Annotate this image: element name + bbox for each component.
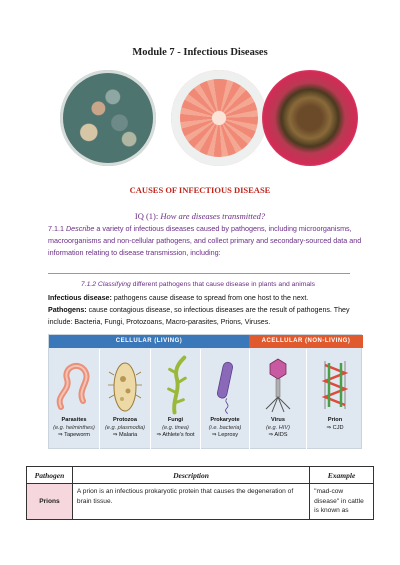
pathogen-table xyxy=(26,466,374,520)
pathogen-classification-diagram xyxy=(48,334,362,449)
bacteria-icon xyxy=(201,355,249,415)
section-heading: CAUSES OF INFECTIOUS DISEASE xyxy=(129,185,271,195)
column-prion xyxy=(307,349,363,449)
cell-description: A prion is an infectious prokaryotic protein that causes the degeneration of brain tissue. xyxy=(72,484,309,520)
table-header-row xyxy=(27,467,374,484)
pathogen-example: (i.e. bacteria) xyxy=(208,424,242,431)
acellular-band: ACELLULAR (NON-LIVING) xyxy=(249,335,363,348)
divider xyxy=(48,273,350,274)
caption-prokaryote xyxy=(201,417,249,440)
petri-dish-pink-culture-image xyxy=(171,70,267,166)
pathogen-name: Fungi xyxy=(167,417,184,423)
caption-fungi xyxy=(151,417,200,440)
pathogen-name: Parasites xyxy=(61,417,87,423)
caption-parasites xyxy=(49,417,99,440)
fungi-icon xyxy=(151,355,200,415)
column-prokaryote xyxy=(201,349,249,449)
sub-text: different pathogens that cause disease in plants and animals xyxy=(130,281,316,288)
inquiry-question xyxy=(0,211,400,221)
def-term: Pathogens: xyxy=(48,306,87,314)
caption-virus xyxy=(250,417,306,440)
def-text: cause contagious disease, so infectious diseases are the result of pathogens. They include: Bacteria, Fungi, Protozoans, Macro-parasites, Prions, Viruses. xyxy=(48,306,350,326)
syllabus-outcome xyxy=(48,223,364,259)
pathogen-name: Prion xyxy=(327,417,343,423)
column-protozoa xyxy=(100,349,150,449)
header-pathogen: Pathogen xyxy=(27,467,73,484)
virus-icon xyxy=(250,355,306,415)
pathogen-disease: ⇒ Tapeworm xyxy=(58,432,90,438)
prion-icon xyxy=(307,355,363,415)
syllabus-subpoint xyxy=(48,281,348,288)
def-text: pathogens cause disease to spread from one host to the next. xyxy=(111,294,309,302)
pathogen-name: Virus xyxy=(271,417,285,423)
header-example: Example xyxy=(310,467,374,484)
cell-example: "mad-cow disease" in cattle is known as xyxy=(310,484,374,520)
pathogen-example: (e.g. HIV) xyxy=(266,424,290,431)
sub-verb: Classifying xyxy=(97,281,131,288)
pathogen-name: Protozoa xyxy=(113,417,137,423)
tapeworm-icon xyxy=(49,355,99,415)
outcome-code: 7.1.1 xyxy=(48,224,66,233)
petri-dish-images xyxy=(60,70,360,166)
pathogen-example: (e.g. tinea) xyxy=(162,424,189,431)
pathogen-example: (e.g. plasmodia) xyxy=(104,424,146,431)
column-fungi xyxy=(151,349,200,449)
page-title: Module 7 - Infectious Diseases xyxy=(132,47,268,58)
pathogen-disease: ⇒ Malaria xyxy=(112,432,138,438)
iq-prefix: IQ (1): xyxy=(134,211,161,221)
cell-pathogen: Prions xyxy=(27,484,73,520)
cellular-band: CELLULAR (LIVING) xyxy=(49,335,249,348)
caption-prion xyxy=(307,417,363,432)
pathogen-example: (e.g. helminthes) xyxy=(53,424,95,431)
column-parasites xyxy=(49,349,99,449)
column-virus xyxy=(250,349,306,449)
header-description: Description xyxy=(72,467,309,484)
petri-dish-red-agar-image xyxy=(262,70,358,166)
iq-question: How are diseases transmitted? xyxy=(160,211,266,221)
definition-infectious-disease xyxy=(48,293,368,305)
def-term: Infectious disease: xyxy=(48,294,112,302)
caption-protozoa xyxy=(100,417,150,440)
definition-pathogens xyxy=(48,305,368,328)
sub-code: 7.1.2 xyxy=(80,281,98,288)
pathogen-disease: ⇒ AIDS xyxy=(268,432,288,438)
pathogen-disease: ⇒ CJD xyxy=(326,424,344,431)
pathogen-disease: ⇒ Athlete's foot xyxy=(156,432,195,438)
outcome-verb: Describe xyxy=(65,224,95,233)
table-row xyxy=(27,484,374,520)
petri-dish-mold-image xyxy=(60,70,156,166)
pathogen-name: Prokaryote xyxy=(210,417,240,423)
pathogen-disease: ⇒ Leprosy xyxy=(211,432,239,438)
protozoa-icon xyxy=(100,355,150,415)
outcome-text: a variety of infectious diseases caused by pathogens, including microorganisms, macroorganisms and non-cellular pathogens, and collect primary and secondary-sourced data and information relating to disease transmission, including: xyxy=(48,224,362,257)
